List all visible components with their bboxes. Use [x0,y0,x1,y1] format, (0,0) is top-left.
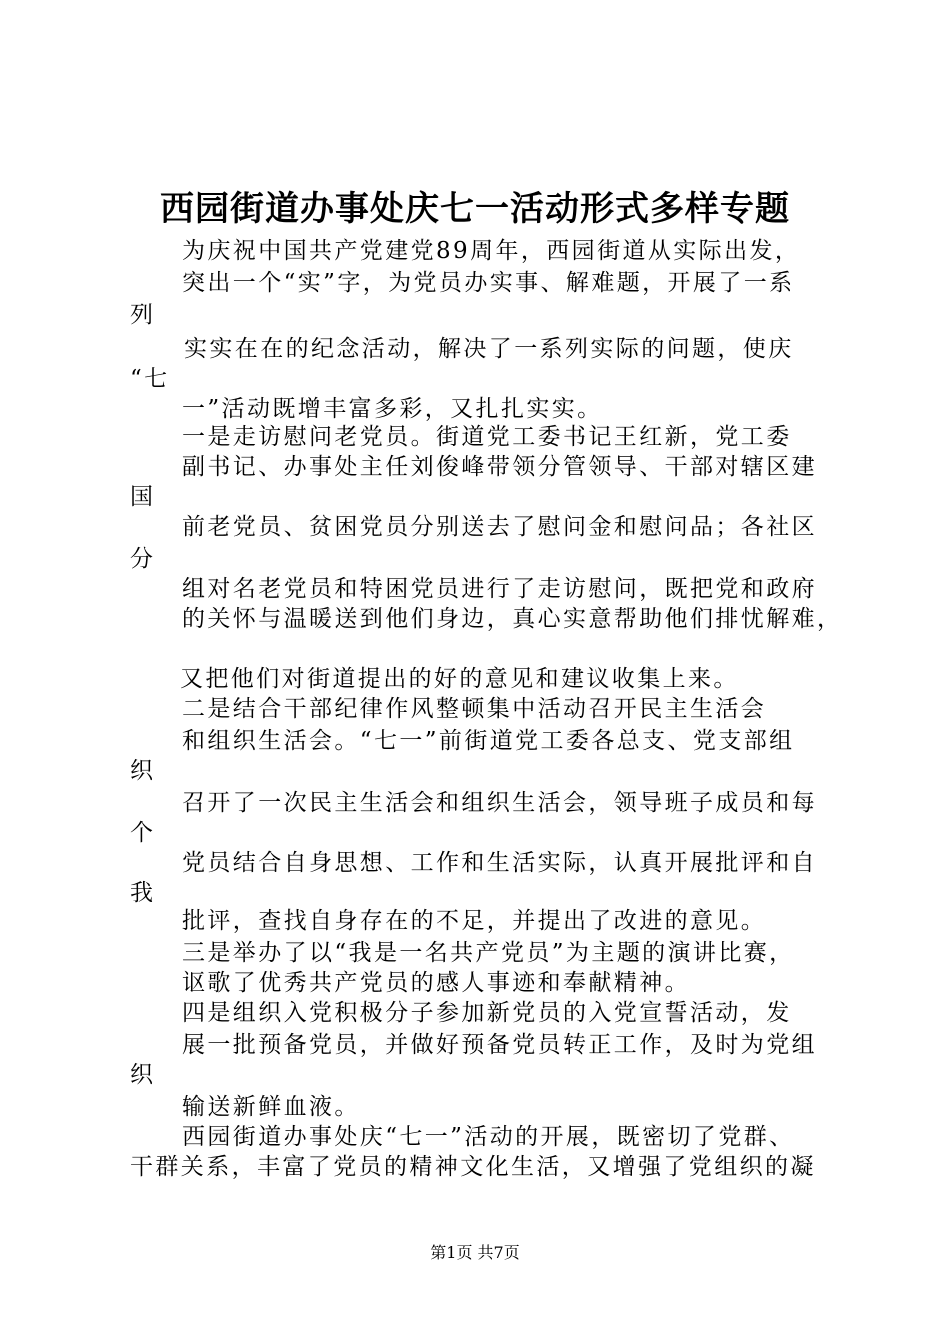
text-line: 展一批预备党员，并做好预备党员转正工作，及时为党组 [182,1032,817,1058]
text-line: 织 [130,1062,156,1088]
text-line: 我 [130,880,156,906]
text-line: 列 [130,302,156,328]
text-line: 输送新鲜血液。 [182,1094,360,1120]
page-number: 第1页 共7页 [430,1243,520,1262]
text-line: 织 [130,758,156,784]
text-line: 个 [130,820,156,846]
text-line: 批评，查找自身存在的不足，并提出了改进的意见。 [182,908,767,934]
text-line: 一”活动既增丰富多彩，又扎扎实实。 [182,396,603,422]
text-line: 党员结合自身思想、工作和生活实际，认真开展批评和自 [182,850,817,876]
text-line: 为庆祝中国共产党建党89周年，西园街道从实际出发， [182,238,801,264]
text-line: 前老党员、贫困党员分别送去了慰问金和慰问品；各社区 [182,514,817,540]
text-line: 分 [130,546,156,572]
text-line: 召开了一次民主生活会和组织生活会，领导班子成员和每 [182,790,817,816]
text-line: 副书记、办事处主任刘俊峰带领分管领导、干部对辖区建 [182,454,817,480]
text-line: 四是组织入党积极分子参加新党员的入党宣誓活动，发 [182,1000,792,1026]
text-line: 实实在在的纪念活动，解决了一系列实际的问题，使庆 [184,336,794,362]
text-line: 和组织生活会。“七一”前街道党工委各总支、党支部组 [182,728,795,754]
text-line: 二是结合干部纪律作风整顿集中活动召开民主生活会 [182,696,767,722]
text-line: 干群关系，丰富了党员的精神文化生活，又增强了党组织的凝 [130,1154,816,1180]
text-line: 讴歌了优秀共产党员的感人事迹和奉献精神。 [182,970,690,996]
text-line: 一是走访慰问老党员。街道党工委书记王红新，党工委 [182,424,792,450]
text-line: “七 [130,366,170,392]
text-line: 国 [130,484,156,510]
text-line: 的关怀与温暖送到他们身边，真心实意帮助他们排忧解难， [182,606,843,632]
text-line: 组对名老党员和特困党员进行了走访慰问，既把党和政府 [182,576,817,602]
text-line: 三是举办了以“我是一名共产党员”为主题的演讲比赛， [182,940,795,966]
document-title: 西园街道办事处庆七一活动形式多样专题 [160,189,790,229]
text-line: 又把他们对街道提出的好的意见和建议收集上来。 [180,666,739,692]
text-line: 西园街道办事处庆“七一”活动的开展，既密切了党群、 [182,1124,795,1150]
text-line: 突出一个“实”字，为党员办实事、解难题，开展了一系 [182,270,795,296]
